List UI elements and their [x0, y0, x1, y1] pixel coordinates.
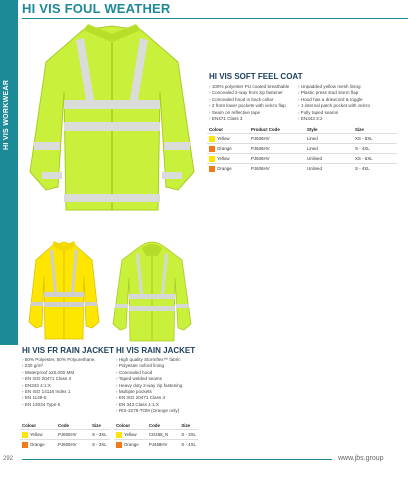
rain-jacket-image: [112, 238, 192, 342]
code-cell: CD458_N: [147, 430, 179, 440]
column-header: Colour: [209, 127, 224, 132]
colour-cell: [207, 154, 249, 164]
colour-name: Orange: [124, 441, 139, 447]
size-cell: XS - 5XL: [353, 134, 397, 144]
column-header: Colour: [22, 423, 37, 428]
fr-rain-jacket-heading: HI VIS FR RAIN JACKET: [22, 346, 115, 355]
feature-item: › Waterproof ≥20,000 MM: [22, 370, 96, 376]
colour-cell: [207, 164, 249, 174]
table-header-row: [114, 422, 198, 430]
column-header: Code: [148, 423, 160, 428]
colour-name: Orange: [217, 145, 232, 151]
soft-feel-coat-heading: HI VIS SOFT FEEL COAT: [209, 72, 303, 81]
rain-spec-table: [114, 422, 198, 449]
title-divider: [22, 18, 408, 19]
code-cell: PJ606HV: [249, 144, 305, 154]
column-header: Product Code: [251, 127, 280, 132]
table-header-row: [207, 126, 397, 134]
table-row: [207, 134, 397, 144]
colour-cell: [20, 440, 56, 450]
column-header: Code: [58, 423, 69, 428]
style-cell: Lined: [305, 144, 353, 154]
table-row: [114, 430, 198, 440]
code-cell: PJ606HV: [249, 134, 305, 144]
table-row: [207, 154, 397, 164]
code-cell: PJ606HV: [249, 154, 305, 164]
style-cell: Unlined: [305, 164, 353, 174]
feature-item: › Taped welded seams: [116, 376, 182, 382]
colour-name: Orange: [30, 441, 45, 447]
fr-rain-jacket-image: [28, 240, 100, 340]
section-side-label: HI VIS WORKWEAR: [3, 79, 10, 150]
colour-name: Yellow: [124, 431, 137, 437]
style-cell: Unlined: [305, 154, 353, 164]
soft-feel-features-left: [209, 84, 289, 122]
feature-item: › 50% Polyester, 50% Polyurethane,: [22, 357, 96, 363]
fr-rain-features: [22, 357, 96, 408]
size-cell: S - 4XL: [179, 440, 198, 450]
column-header: Colour: [116, 423, 131, 428]
feature-item: › EN 1149-5: [22, 395, 96, 401]
section-side-tab: [0, 0, 18, 345]
feature-item: › EN343 4:1:X: [22, 383, 96, 389]
colour-swatch: [209, 166, 215, 172]
colour-cell: [114, 440, 147, 450]
size-cell: S - 4XL: [353, 144, 397, 154]
feature-item: › Polyester oxford lining: [116, 363, 182, 369]
feature-item: › EN 343 Class 4:1:X: [116, 402, 182, 408]
table-row: [207, 144, 397, 154]
fr-rain-spec-table: [20, 422, 110, 449]
table-header-row: [20, 422, 110, 430]
size-cell: S - 3XL: [179, 430, 198, 440]
feature-item: › Heavy duty 2-way zip fastening: [116, 383, 182, 389]
page-number: 292: [3, 456, 14, 462]
feature-item: › EN 13034 Type 6: [22, 402, 96, 408]
page-title: HI VIS FOUL WEATHER: [22, 1, 171, 16]
feature-item: › Plastic press stud storm flap: [298, 90, 370, 96]
style-cell: Lined: [305, 134, 353, 144]
feature-item: › 100% polyester PU coated breathable: [209, 84, 289, 90]
colour-name: Orange: [217, 165, 232, 171]
soft-feel-coat-image: [28, 22, 196, 212]
footer-divider: [22, 459, 332, 460]
feature-item: › Unpadded yellow mesh lining: [298, 84, 370, 90]
size-cell: S - 3XL: [90, 430, 110, 440]
feature-item: › EN ISO 20471 Class 3: [22, 376, 96, 382]
code-cell: PJ605HV: [56, 440, 90, 450]
feature-item: › Seam on reflective tape: [209, 110, 289, 116]
feature-item: › Fully taped seams: [298, 110, 370, 116]
column-header: Size: [355, 127, 364, 132]
rain-features: [116, 357, 182, 415]
code-cell: PJ606HV: [249, 164, 305, 174]
column-header: Size: [92, 423, 101, 428]
colour-cell: [207, 144, 249, 154]
table-row: [207, 164, 397, 174]
feature-item: › Concealed hood: [116, 370, 182, 376]
colour-swatch: [116, 432, 122, 438]
feature-item: › EN ISO 14116 Index 1: [22, 389, 96, 395]
column-header: Size: [181, 423, 191, 428]
feature-item: › 230 g/m²: [22, 363, 96, 369]
feature-item: › EN343 3:2: [298, 116, 370, 122]
feature-item: › Multiple pockets: [116, 389, 182, 395]
table-row: [20, 430, 110, 440]
feature-item: › Hood has a drawcord & toggle: [298, 97, 370, 103]
site-url[interactable]: www.jbs.group: [338, 455, 384, 462]
code-cell: PJ458HV: [147, 440, 179, 450]
soft-feel-spec-table: [207, 126, 397, 173]
soft-feel-features-right: [298, 84, 370, 122]
colour-swatch: [22, 442, 28, 448]
feature-item: › EN471 Class 3: [209, 116, 289, 122]
rain-jacket-heading: HI VIS RAIN JACKET: [116, 346, 196, 355]
colour-cell: [207, 134, 249, 144]
colour-swatch: [209, 156, 215, 162]
size-cell: XS - 5XL: [353, 154, 397, 164]
colour-swatch: [22, 432, 28, 438]
size-cell: S - 3XL: [90, 440, 110, 450]
feature-item: › Concealed hood in back collar: [209, 97, 289, 103]
code-cell: PJ605HV: [56, 430, 90, 440]
column-header: Style: [307, 127, 318, 132]
feature-item: › 2 front lower pockets with velcro flap: [209, 103, 289, 109]
feature-item: › Concealed 2-way front zip fastener: [209, 90, 289, 96]
feature-item: › 1 internal patch pocket with velcro: [298, 103, 370, 109]
colour-swatch: [116, 442, 122, 448]
colour-name: Yellow: [30, 431, 43, 437]
feature-item: › EN ISO 20471 Class 3: [116, 395, 182, 401]
colour-cell: [114, 430, 147, 440]
colour-cell: [20, 430, 56, 440]
colour-swatch: [209, 146, 215, 152]
table-row: [114, 440, 198, 450]
colour-swatch: [209, 136, 215, 142]
table-row: [20, 440, 110, 450]
size-cell: S - 4XL: [353, 164, 397, 174]
colour-name: Yellow: [217, 155, 230, 161]
feature-item: › RIS-3279-TOM (Orange only): [116, 408, 182, 414]
colour-name: Yellow: [217, 135, 230, 141]
feature-item: › High quality Stormflex™ fabric: [116, 357, 182, 363]
